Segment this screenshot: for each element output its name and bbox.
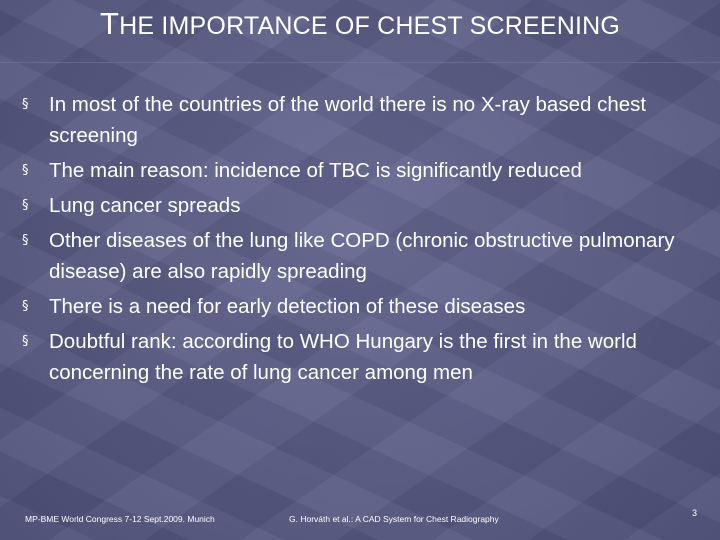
bullet-marker-icon: § <box>22 233 29 248</box>
bullet-marker-icon: § <box>22 334 29 349</box>
bullet-text: The main reason: incidence of TBC is significantly reduced <box>49 159 582 182</box>
bullet-marker-icon: § <box>22 299 29 314</box>
bullet-text: Lung cancer spreads <box>49 194 241 217</box>
bullet-text: Doubtful rank: according to WHO Hungary is the first in the world concerning the rate of lung cancer among men <box>49 330 637 384</box>
title-rest: HE IMPORTANCE OF CHEST SCREENING <box>119 12 621 40</box>
bullet-item <box>22 326 702 388</box>
bullet-item <box>22 190 702 221</box>
bullet-item <box>22 225 702 287</box>
bullet-text: Other diseases of the lung like COPD (chronic obstructive pulmonary disease) are also rapidly spreading <box>49 229 675 283</box>
slide-title <box>0 6 720 42</box>
bullet-item <box>22 291 702 322</box>
footer-conference: MP-BME World Congress 7-12 Sept.2009. Munich <box>25 514 215 524</box>
footer-authors: G. Horváth et al.: A CAD System for Chest Radiography <box>289 514 499 524</box>
bullet-marker-icon: § <box>22 198 29 213</box>
bullet-item <box>22 89 702 151</box>
bullet-text: There is a need for early detection of these diseases <box>49 295 526 318</box>
title-first-letter: T <box>99 6 120 41</box>
bullet-text: In most of the countries of the world there is no X-ray based chest screening <box>49 93 647 147</box>
bullet-marker-icon: § <box>22 163 29 178</box>
page-number: 3 <box>692 508 698 518</box>
bullet-list <box>22 89 702 392</box>
bullet-item <box>22 155 702 186</box>
bullet-marker-icon: § <box>22 97 29 112</box>
title-divider <box>0 62 720 63</box>
